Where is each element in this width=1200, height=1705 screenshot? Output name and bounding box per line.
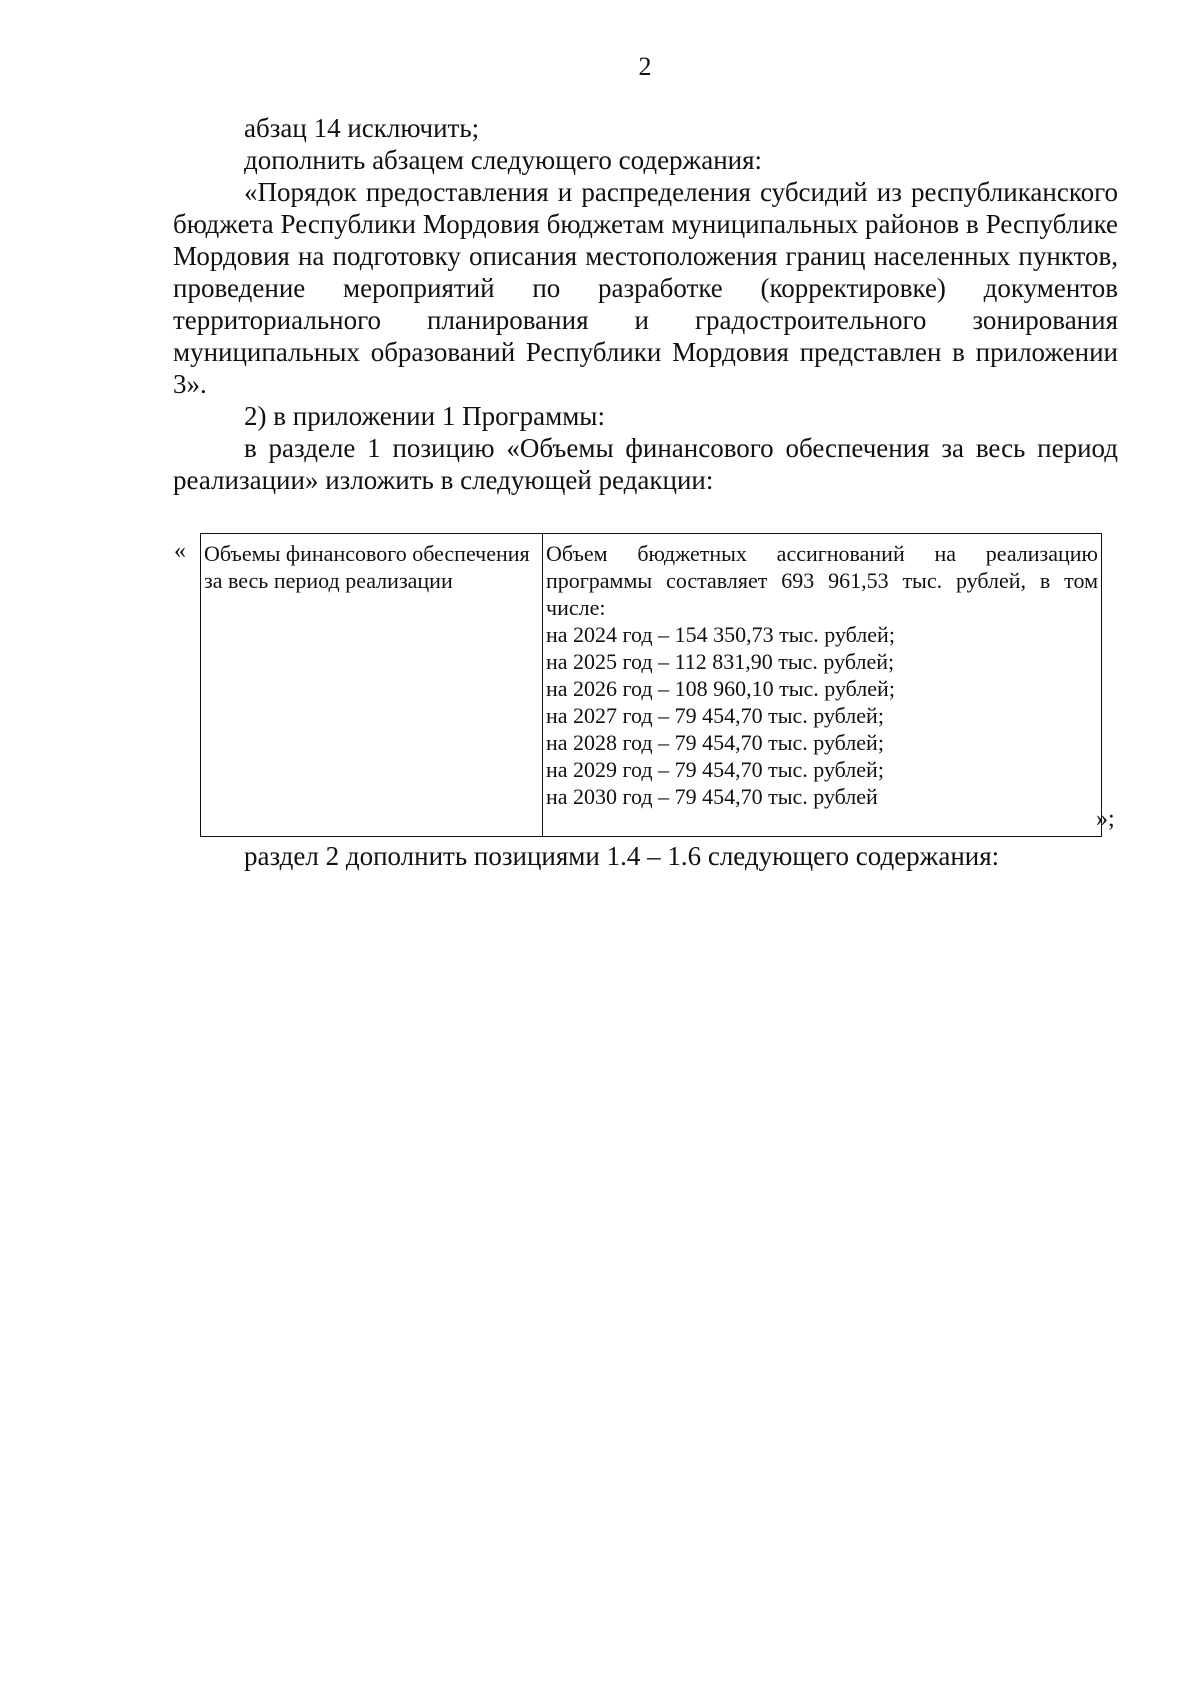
paragraph: «Порядок предоставления и распределения субсидий из республиканского бюджета Республики Мордовия бюджетам муниципальных районов в Республике Мордовия на подготовку описания местоположения границ населенных пунктов, проведение мероприятий по разработке (корректировке) документов территориального планирования и градостроительного зонирования муниципальных образований Республики Мордовия представлен в приложении 3». <box>173 177 1118 399</box>
funding-amount-line: на 2026 год – 108 960,10 тыс. рублей; <box>546 676 895 701</box>
table-cell-value <box>543 534 1102 837</box>
table-close-quote: »; <box>1096 806 1115 832</box>
paragraph: абзац 14 исключить; <box>244 113 480 143</box>
funding-amount-line: на 2028 год – 79 454,70 тыс. рублей; <box>546 730 884 755</box>
paragraph: 2) в приложении 1 Программы: <box>244 401 605 431</box>
funding-intro: Объем бюджетных ассигнований на реализацию программы составляет 693 961,53 тыс. рублей, в том числе: <box>546 541 1098 620</box>
funding-amount-line: на 2029 год – 79 454,70 тыс. рублей; <box>546 757 884 782</box>
paragraph: в разделе 1 позицию «Объемы финансового обеспечения за весь период реализации» изложить в следующей редакции: <box>173 433 1118 495</box>
financing-table-wrapper <box>200 533 1098 837</box>
financing-table <box>200 533 1102 837</box>
table-cell-label: Объемы финансового обеспечения за весь период реализации <box>201 534 543 837</box>
funding-amount-line: на 2025 год – 112 831,90 тыс. рублей; <box>546 649 895 674</box>
funding-amount-line: на 2027 год – 79 454,70 тыс. рублей; <box>546 703 884 728</box>
funding-amount-line: на 2030 год – 79 454,70 тыс. рублей <box>546 784 878 809</box>
page-number: 2 <box>638 52 652 81</box>
document-body-top <box>173 112 1118 496</box>
paragraph: дополнить абзацем следующего содержания: <box>244 145 763 175</box>
table-open-quote: « <box>174 538 186 564</box>
document-body-bottom <box>173 840 1118 872</box>
paragraph: раздел 2 дополнить позициями 1.4 – 1.6 следующего содержания: <box>244 841 1000 871</box>
table-row <box>201 534 1102 837</box>
funding-amount-line: на 2024 год – 154 350,73 тыс. рублей; <box>546 622 895 647</box>
